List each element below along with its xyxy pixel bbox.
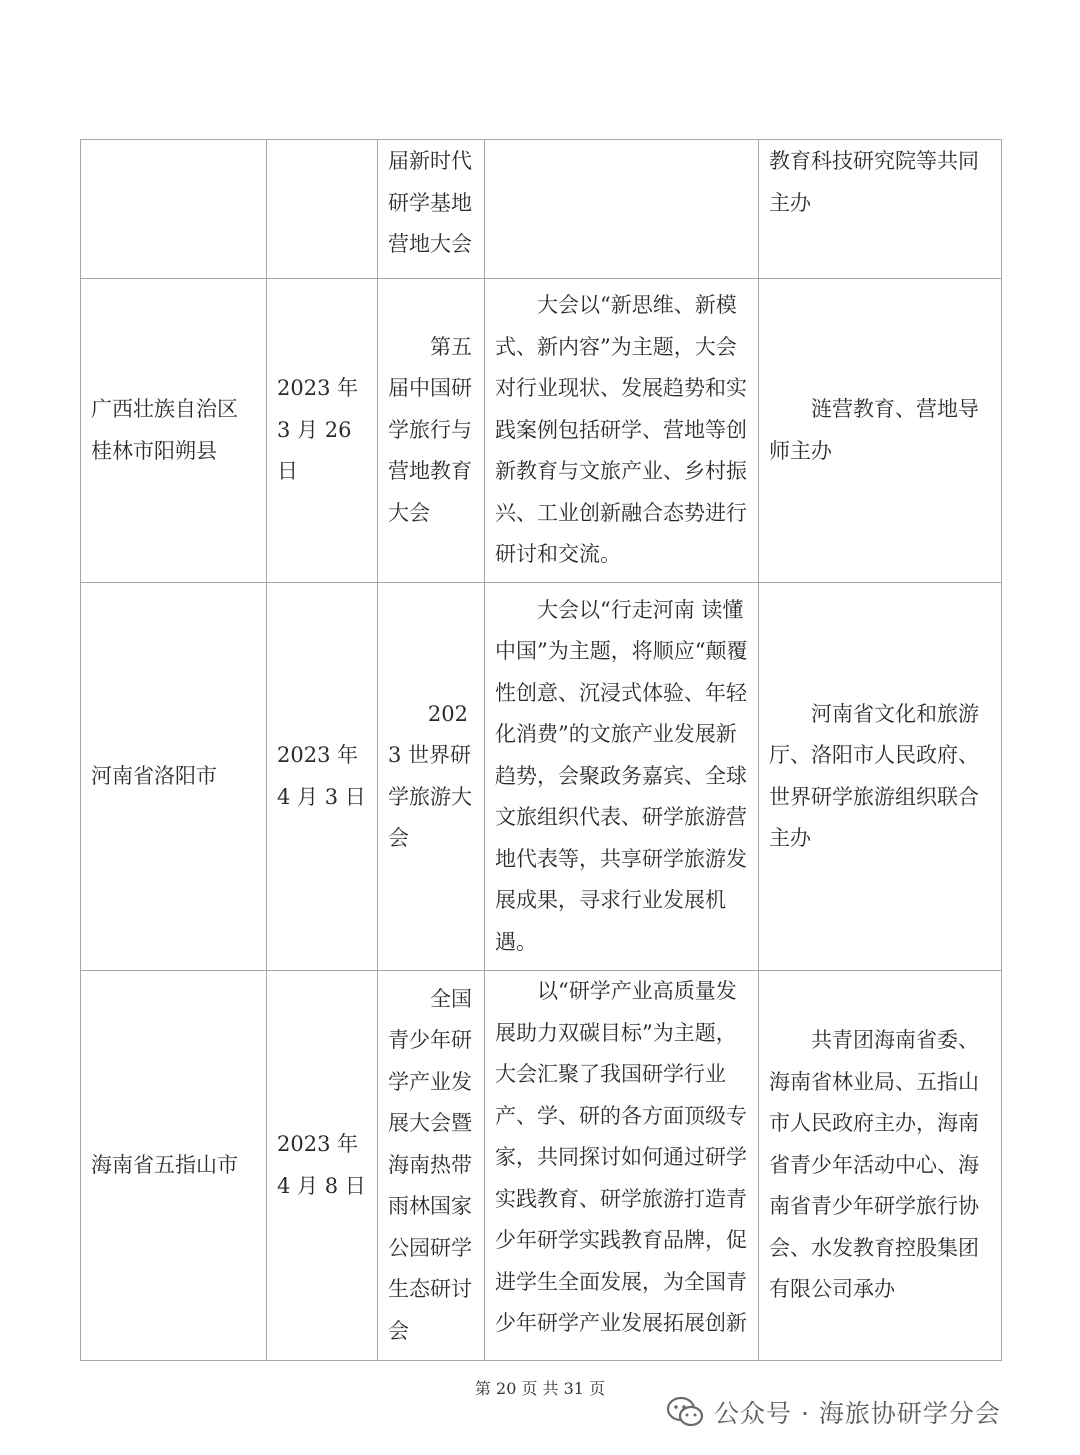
event-cell: 2023 世界研学旅游大会: [378, 583, 485, 971]
event-cell: 第五届中国研学旅行与营地教育大会: [378, 279, 485, 583]
wechat-icon: [666, 1395, 704, 1429]
date-cell: [267, 140, 378, 279]
wechat-watermark: [666, 1392, 1001, 1432]
table-row: [81, 971, 1002, 1361]
location-cell: 广西壮族自治区桂林市阳朔县: [81, 279, 267, 583]
watermark-text: 公众号 · 海旅协研学分会: [714, 1399, 1001, 1428]
description-cell: 以“研学产业高质量发展助力双碳目标”为主题，大会汇聚了我国研学行业产、学、研的各方面顶级专家，共同探讨如何通过研学实践教育、研学旅游打造青少年研学实践教育品牌，促进学生全面发展，为全国青少年研学产业发展拓展创新: [485, 971, 759, 1361]
event-cell: 届新时代研学基地营地大会: [378, 140, 485, 279]
location-cell: [81, 140, 267, 279]
table-row: [81, 279, 1002, 583]
organizer-cell: 河南省文化和旅游厅、洛阳市人民政府、世界研学旅游组织联合主办: [759, 583, 1002, 971]
events-table: [80, 139, 1002, 1361]
date-cell: 2023 年 3 月 26 日: [267, 279, 378, 583]
organizer-cell: 共青团海南省委、海南省林业局、五指山市人民政府主办，海南省青少年活动中心、海南省青少年研学旅行协会、水发教育控股集团有限公司承办: [759, 971, 1002, 1361]
description-cell: 大会以“行走河南 读懂中国”为主题，将顺应“颠覆性创意、沉浸式体验、年轻化消费”的文旅产业发展新趋势，会聚政务嘉宾、全球文旅组织代表、研学旅游营地代表等，共享研学旅游发展成果，寻求行业发展机遇。: [485, 583, 759, 971]
description-cell: 大会以“新思维、新模式、新内容”为主题，大会对行业现状、发展趋势和实践案例包括研学、营地等创新教育与文旅产业、乡村振兴、工业创新融合态势进行研讨和交流。: [485, 279, 759, 583]
page-number-footer: 第 20 页 共 31 页: [474, 1379, 606, 1398]
date-cell: 2023 年 4 月 3 日: [267, 583, 378, 971]
organizer-cell: 教育科技研究院等共同主办: [759, 140, 1002, 279]
date-cell: 2023 年 4 月 8 日: [267, 971, 378, 1361]
organizer-cell: 涟营教育、营地导师主办: [759, 279, 1002, 583]
location-cell: 海南省五指山市: [81, 971, 267, 1361]
table-row: [81, 140, 1002, 279]
description-cell: [485, 140, 759, 279]
table-row: [81, 583, 1002, 971]
event-cell: 全国青少年研学产业发展大会暨海南热带雨林国家公园研学生态研讨会: [378, 971, 485, 1361]
location-cell: 河南省洛阳市: [81, 583, 267, 971]
